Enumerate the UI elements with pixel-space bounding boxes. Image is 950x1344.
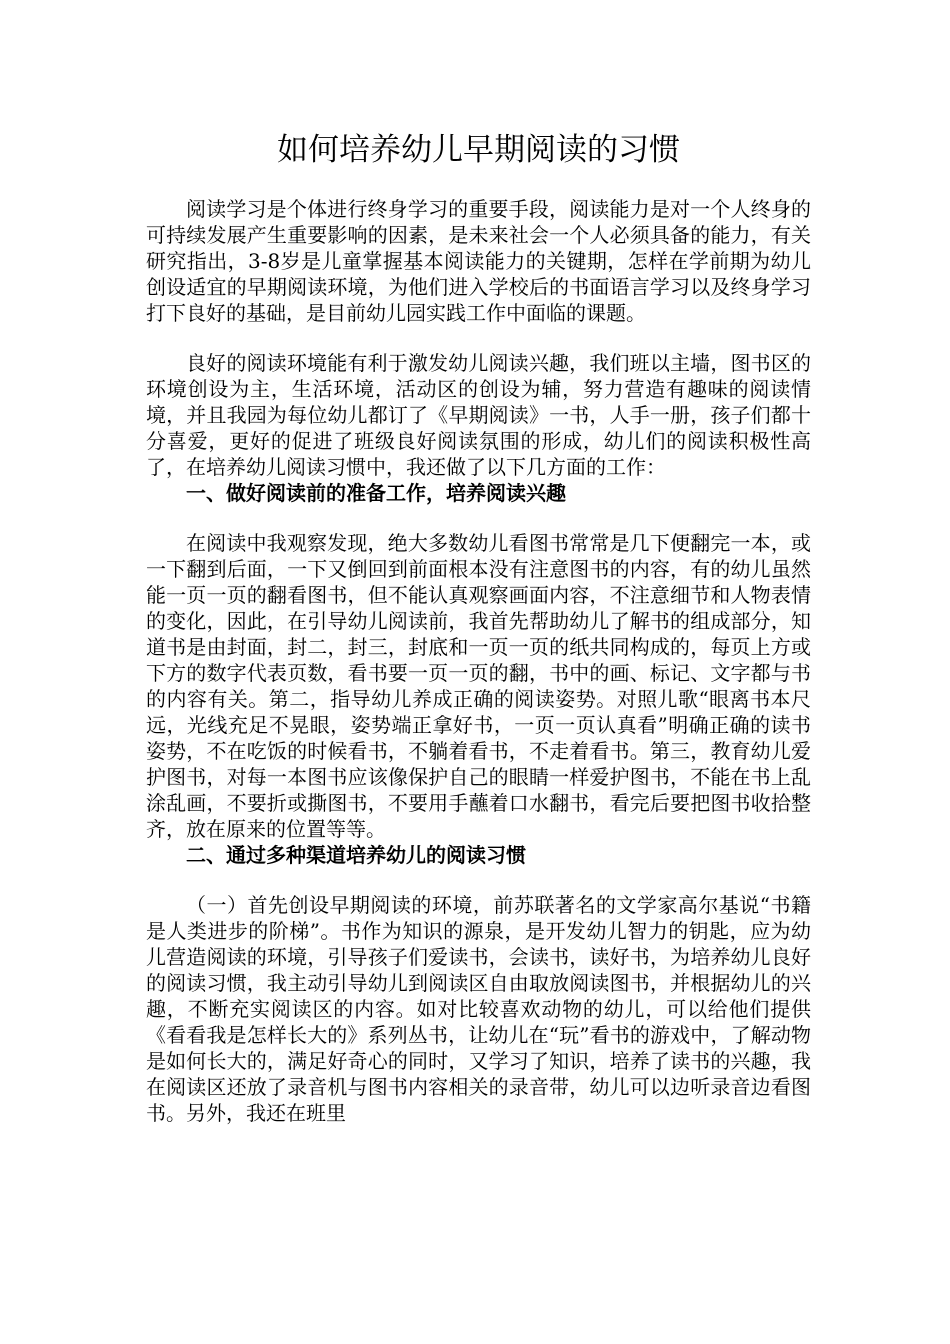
document-title: 如何培养幼儿早期阅读的习惯	[277, 132, 680, 168]
environment-paragraph: 良好的阅读环境能有利于激发幼儿阅读兴趣，我们班以主墙，图书区的环境创设为主，生活环境，活动区的创设为辅，努力营造有趣味的阅读情境，并且我园为每位幼儿都订了《早期阅读》一书，人手一册，孩子们都十分喜爱，更好的促进了班级良好阅读氛围的形成，幼儿们的阅读积极性高了，在培养幼儿阅读习惯中，我还做了以下几方面的工作：	[146, 351, 811, 479]
document-page	[146, 0, 811, 1126]
section-heading-1: 一、做好阅读前的准备工作，培养阅读兴趣	[186, 481, 566, 505]
section-1-paragraph: 在阅读中我观察发现，绝大多数幼儿看图书常常是几下便翻完一本，或一下翻到后面，一下又倒回到前面根本没有注意图书的内容，有的幼儿虽然能一页一页的翻看图书，但不能认真观察画面内容，不注意细节和人物表情的变化，因此，在引导幼儿阅读前，我首先帮助幼儿了解书的组成部分，知道书是由封面，封二，封三，封底和一页一页的纸共同构成的，每页上方或下方的数字代表页数，看书要一页一页的翻，书中的画、标记、文字都与书的内容有关。第二，指导幼儿养成正确的阅读姿势。对照儿歌“眼离书本尺远，光线充足不晃眼，姿势端正拿好书，一页一页认真看”明确正确的读书姿势，不在吃饭的时候看书，不躺着看书，不走着看书。第三，教育幼儿爱护图书，对每一本图书应该像保护自己的眼睛一样爱护图书，不能在书上乱涂乱画，不要折或撕图书，不要用手蘸着口水翻书，看完后要把图书收拾整齐，放在原来的位置等等。	[146, 531, 811, 841]
section-2-paragraph: （一）首先创设早期阅读的环境，前苏联著名的文学家高尔基说“书籍是人类进步的阶梯”。书作为知识的源泉，是开发幼儿智力的钥匙，应为幼儿营造阅读的环境，引导孩子们爱读书，会读书，读好书，为培养幼儿良好的阅读习惯，我主动引导幼儿到阅读区自由取放阅读图书，并根据幼儿的兴趣，不断充实阅读区的内容。如对比较喜欢动物的幼儿，可以给他们提供《看看我是怎样长大的》系列丛书，让幼儿在“玩”看书的游戏中，了解动物是如何长大的，满足好奇心的同时，又学习了知识，培养了读书的兴趣，我在阅读区还放了录音机与图书内容相关的录音带，幼儿可以边听录音边看图书。另外，我还在班里	[146, 893, 811, 1125]
intro-paragraph: 阅读学习是个体进行终身学习的重要手段，阅读能力是对一个人终身的可持续发展产生重要影响的因素，是未来社会一个人必须具备的能力，有关研究指出，3-8岁是儿童掌握基本阅读能力的关键期，怎样在学前期为幼儿创设适宜的早期阅读环境，为他们进入学校后的书面语言学习以及终身学习打下良好的基础，是目前幼儿园实践工作中面临的课题。	[146, 197, 811, 325]
section-heading-2: 二、通过多种渠道培养幼儿的阅读习惯	[186, 843, 526, 867]
